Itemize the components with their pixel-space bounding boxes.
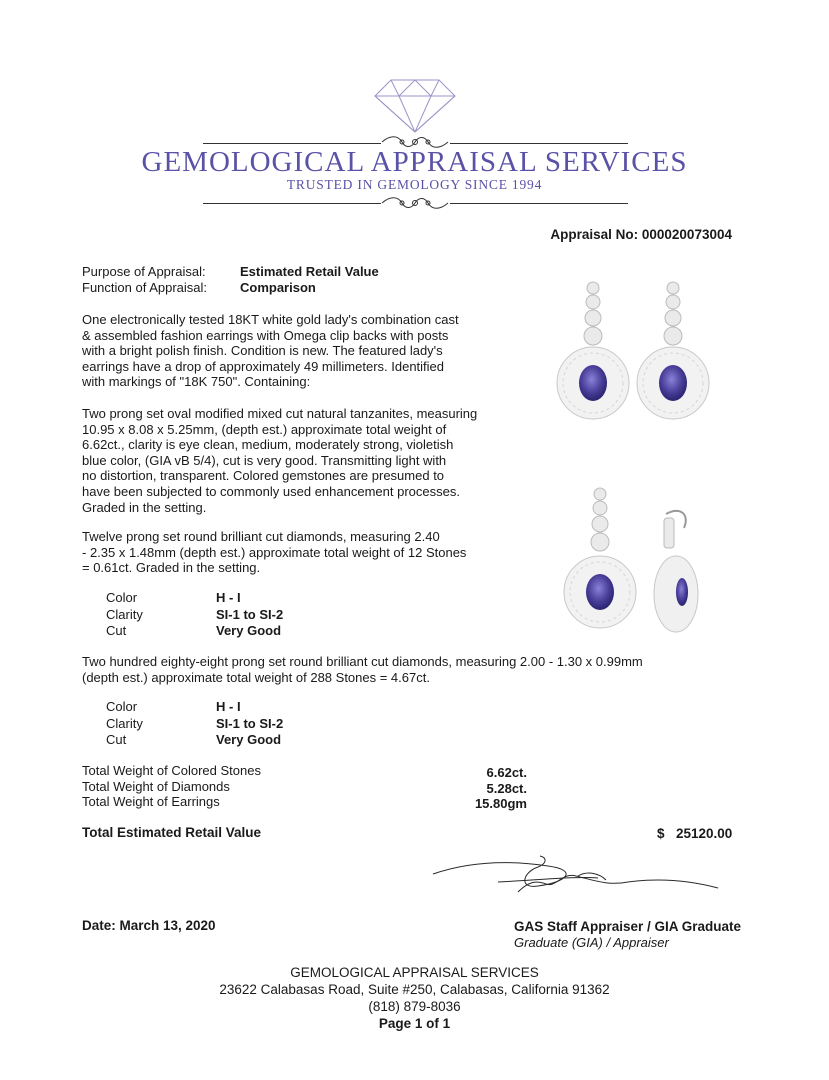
retail-value-currency: $ <box>657 826 665 841</box>
appraisal-number: Appraisal No: 000020073004 <box>550 227 732 242</box>
earrings-photo-bottom <box>548 484 718 644</box>
logo-rule-top-right <box>450 143 628 144</box>
total-value: 5.28ct. <box>486 780 527 796</box>
footer-company: GEMOLOGICAL APPRAISAL SERVICES <box>290 965 539 980</box>
grade-label: Cut <box>106 732 127 747</box>
logo-rule-bottom-right <box>450 203 628 204</box>
function-label: Function of Appraisal: <box>82 280 208 295</box>
footer-address: 23622 Calabasas Road, Suite #250, Calabasas, California 91362 <box>219 982 610 997</box>
scroll-ornament-bottom-icon <box>380 194 450 212</box>
retail-value-label: Total Estimated Retail Value <box>82 825 262 840</box>
total-value: 15.80gm <box>474 796 527 811</box>
tanzanite-line: Two prong set oval modified mixed cut natural tanzanites, measuring <box>82 406 478 421</box>
function-value: Comparison <box>240 280 316 295</box>
diamond-icon <box>373 78 457 134</box>
grade-value: Very Good <box>216 732 282 747</box>
description-line: One electronically tested 18KT white gold lady's combination cast <box>82 312 459 327</box>
diamonds-2-line: Two hundred eighty-eight prong set round brilliant cut diamonds, measuring 2.00 - 1.30 x 0.99mm <box>82 654 643 669</box>
total-value: 6.62ct. <box>486 765 527 780</box>
totals-labels <box>82 763 261 810</box>
logo-rule-top-left <box>203 143 381 144</box>
retail-value-amount: 25120.00 <box>676 826 733 841</box>
description-line: with markings of "18K 750". Containing: <box>82 374 311 390</box>
signer-title: GAS Staff Appraiser / GIA Graduate <box>514 919 742 934</box>
grade-label: Color <box>106 590 138 605</box>
total-label: Total Weight of Colored Stones <box>82 763 261 778</box>
description-line: earrings have a drop of approximately 49 millimeters. Identified <box>82 358 445 374</box>
diamonds-2-grades <box>106 699 406 749</box>
diamonds-1-description <box>82 529 542 576</box>
item-description <box>82 312 522 390</box>
earring-side <box>654 511 698 632</box>
grade-value: SI-1 to SI-2 <box>216 715 284 731</box>
total-label: Total Weight of Diamonds <box>82 778 230 794</box>
total-label: Total Weight of Earrings <box>82 794 220 809</box>
signature <box>428 852 728 902</box>
description-line: with a bright polish finish. Condition is new. The featured lady's <box>82 343 443 359</box>
tanzanite-line: Graded in the setting. <box>82 499 207 515</box>
purpose-value: Estimated Retail Value <box>240 264 379 279</box>
tanzanite-line: 6.62ct., clarity is eye clean, medium, moderately strong, violetish <box>82 437 454 453</box>
grade-value: Very Good <box>216 623 282 638</box>
diamonds-2-line: (depth est.) approximate total weight of 288 Stones = 4.67ct. <box>82 669 430 685</box>
purpose-label: Purpose of Appraisal: <box>82 264 206 279</box>
grade-value: H - I <box>216 699 241 714</box>
description-line: & assembled fashion earrings with Omega clip backs with posts <box>82 327 449 343</box>
earring-right <box>637 282 709 419</box>
tanzanite-line: have been subjected to commonly used enhancement processes. <box>82 483 460 499</box>
earring-left <box>557 282 629 419</box>
grade-value: H - I <box>216 590 241 605</box>
grade-label: Cut <box>106 623 127 638</box>
tanzanite-line: blue color, (GIA vB 5/4), cut is very good. Transmitting light with <box>82 452 447 468</box>
grade-label: Clarity <box>106 715 143 731</box>
grade-value: SI-1 to SI-2 <box>216 606 284 622</box>
logo-rule-bottom-left <box>203 203 381 204</box>
appraisal-date: Date: March 13, 2020 <box>82 918 216 933</box>
grade-label: Clarity <box>106 606 143 622</box>
diamonds-1-line: Twelve prong set round brilliant cut diamonds, measuring 2.40 <box>82 529 440 544</box>
footer-phone: (818) 879-8036 <box>368 999 461 1014</box>
diamonds-2-description <box>82 654 742 685</box>
tanzanite-description <box>82 406 532 515</box>
earrings-photo-top <box>548 278 718 438</box>
diamonds-1-line: - 2.35 x 1.48mm (depth est.) approximate total weight of 12 Stones <box>82 544 467 560</box>
tanzanite-line: 10.95 x 8.08 x 5.25mm, (depth est.) approximate total weight of <box>82 421 447 437</box>
totals-values <box>475 765 527 812</box>
grade-label: Color <box>106 699 138 714</box>
company-name: GEMOLOGICAL APPRAISAL SERVICES <box>141 146 688 178</box>
earring-front <box>564 488 636 628</box>
diamonds-1-line: = 0.61ct. Graded in the setting. <box>82 560 261 576</box>
company-tagline: TRUSTED IN GEMOLOGY SINCE 1994 <box>286 177 543 192</box>
footer <box>0 964 829 1032</box>
diamonds-1-grades <box>106 590 406 640</box>
tanzanite-line: no distortion, transparent. Colored gemstones are presumed to <box>82 468 445 484</box>
signer-subtitle: Graduate (GIA) / Appraiser <box>514 935 669 950</box>
footer-page: Page 1 of 1 <box>378 1016 451 1031</box>
